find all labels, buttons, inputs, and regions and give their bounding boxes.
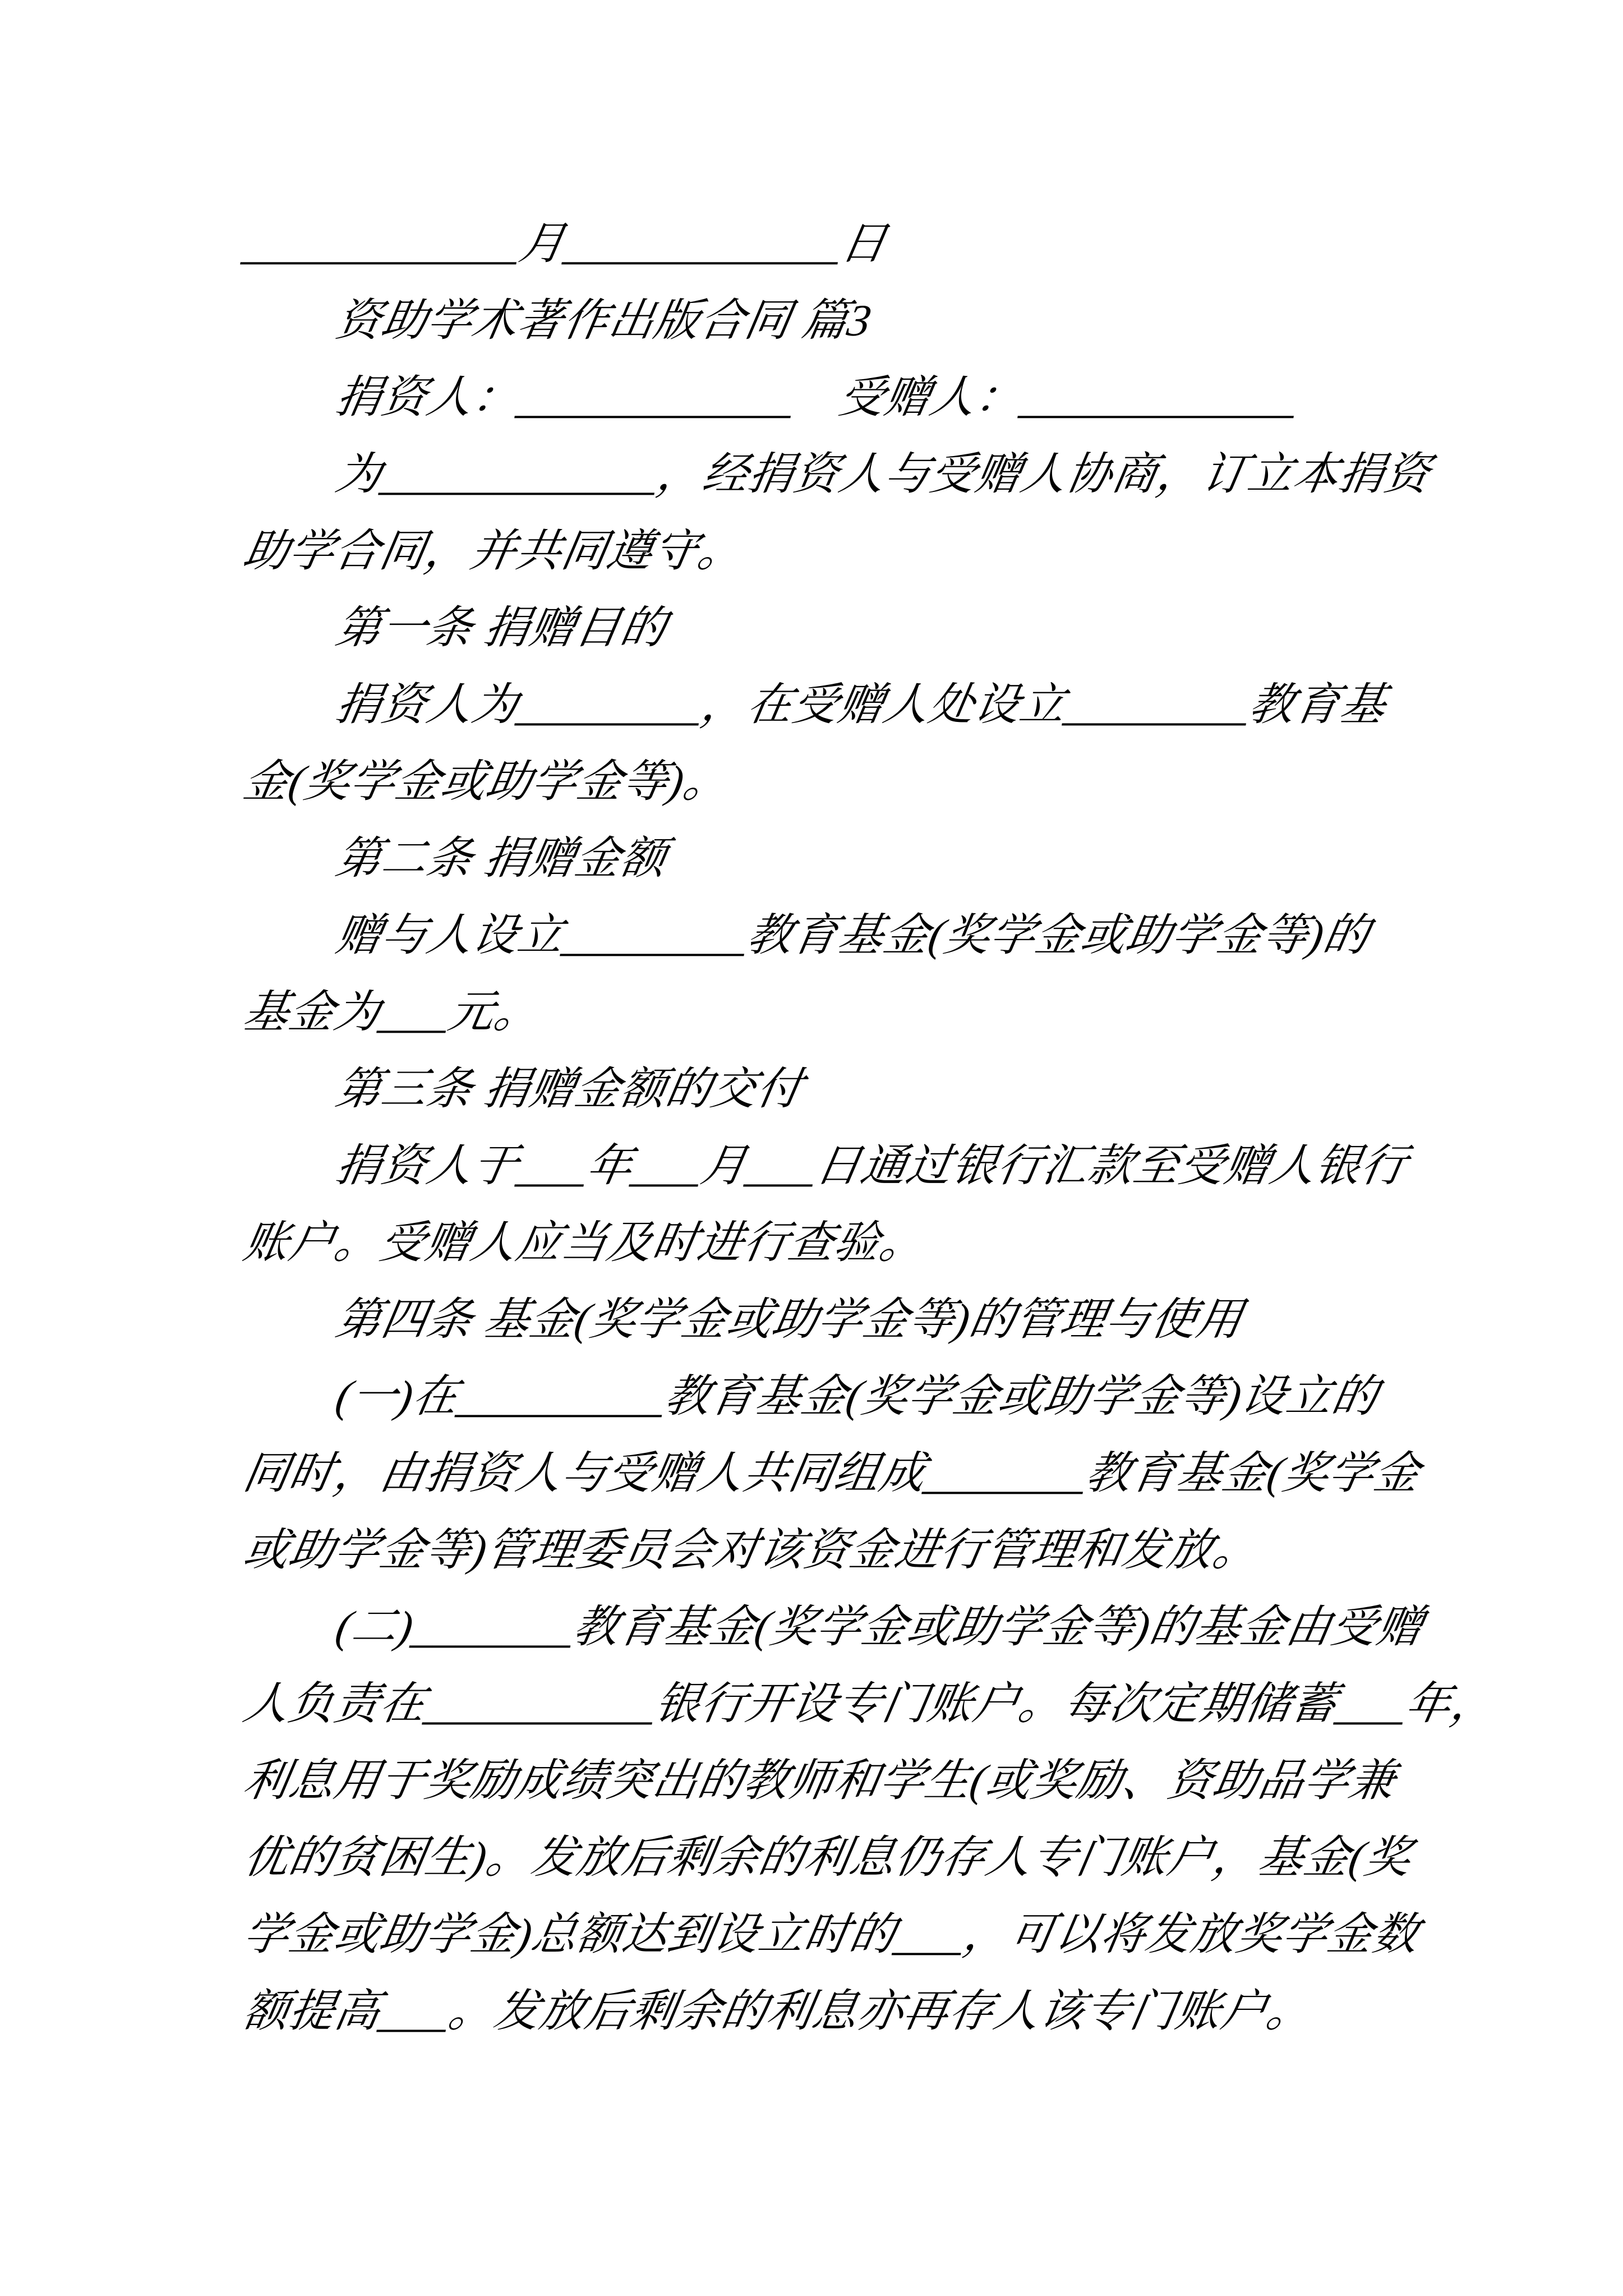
clause-4-item-2-line-5: 学金或助学金)总额达到设立时的___，可以将发放奖学金数 — [239, 1910, 1423, 1959]
clause-2-heading: 第二条 捐赠金额 — [332, 834, 671, 884]
preamble-line-2: 助学合同，并共同遵守。 — [239, 527, 748, 576]
parties-line: 捐资人：____________ 受赠人：____________ — [332, 373, 1302, 422]
clause-1-line-2: 金(奖学金或助学金等)。 — [239, 757, 734, 807]
clause-1-line-1: 捐资人为________，在受赠人处设立________教育基 — [332, 680, 1390, 730]
clause-4-item-2-line-6: 额提高___。发放后剩余的利息亦再存人该专门账户。 — [239, 1987, 1317, 2036]
clause-4-item-2-line-4: 优的贫困生)。发放后剩余的利息仍存人专门账户，基金(奖 — [239, 1833, 1415, 1883]
contract-title: 资助学术著作出版合同 篇3 — [332, 296, 875, 346]
clause-2-line-2: 基金为___元。 — [239, 988, 545, 1037]
clause-3-line-1: 捐资人于___年___月___日通过银行汇款至受赠人银行 — [332, 1142, 1411, 1191]
clause-4-heading: 第四条 基金(奖学金或助学金等)的管理与使用 — [332, 1295, 1247, 1345]
clause-4-item-2-line-1: (二)_______教育基金(奖学金或助学金等)的基金由受赠 — [332, 1603, 1427, 1652]
clause-4-item-2-line-3: 利息用于奖励成绩突出的教师和学生(或奖励、资助品学兼 — [239, 1756, 1400, 1806]
clause-4-item-2-line-2: 人负责在__________银行开设专门账户。每次定期储蓄___年， — [239, 1680, 1501, 1729]
clause-3-heading: 第三条 捐赠金额的交付 — [332, 1065, 807, 1114]
clause-3-line-2: 账户。受赠人应当及时进行查验。 — [239, 1218, 930, 1268]
clause-4-item-1-line-3: 或助学金等)管理委员会对该资金进行管理和发放。 — [239, 1526, 1264, 1575]
clause-4-item-1-line-2: 同时，由捐资人与受赠人共同组成_______教育基金(奖学金 — [239, 1449, 1424, 1498]
prev-section-date-line: ____________月____________日 — [239, 219, 891, 269]
clause-1-heading: 第一条 捐赠目的 — [332, 604, 671, 653]
clause-4-item-1-line-1: (一)在_________教育基金(奖学金或助学金等)设立的 — [332, 1372, 1382, 1421]
clause-2-line-1: 赠与人设立________教育基金(奖学金或助学金等)的 — [332, 911, 1374, 960]
contract-text-block — [239, 206, 1501, 2050]
preamble-line-1: 为____________，经捐资人与受赠人协商，订立本捐资 — [332, 450, 1435, 499]
